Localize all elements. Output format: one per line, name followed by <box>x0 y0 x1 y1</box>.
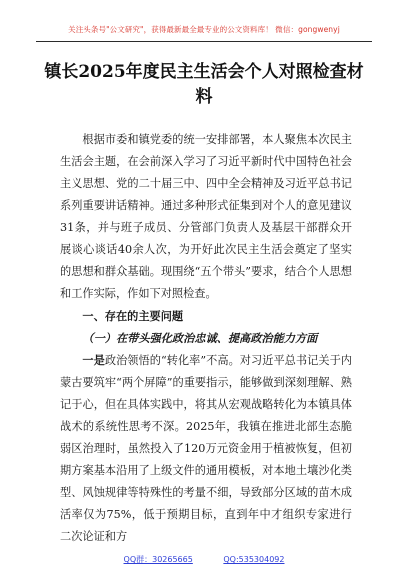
paragraph-text: 政治领悟的“转化率”不高。对习近平总书记关于内蒙古要筑牢“两个屏障”的重要指示，能够做到深刻理解、熟记于心，但在具体实践中，将其从宏观战略转化为本镇具体战术的系统性思考不深。2025年，我镇在推进北部生态脆弱区治理时，虽然投入了120万元资金用于植被恢复，但初期方案基本沿用了上级文件的通用模板，对本地土壤沙化类型、风蚀规律等特殊性的考量不细，导致部分区域的苗木成活率仅为75%，低于预期目标，直到年中才组织专家进行二次论证和方 <box>60 354 352 543</box>
qq-link[interactable]: QQ:535304092 <box>223 555 285 564</box>
header-notice: 关注头条号"公文研究"，获得最新最全最专业的公文资料库！ 微信：gongwenyj <box>68 25 340 34</box>
section-heading: 一、存在的主要问题 <box>82 309 184 323</box>
footer <box>0 554 408 565</box>
header-divider <box>36 41 372 42</box>
subsection-heading: （一）在带头强化政治忠诚、提高政治能力方面 <box>82 331 318 345</box>
body-paragraph <box>60 349 352 548</box>
intro-paragraph: 根据市委和镇党委的统一安排部署，本人聚焦本次民主生活会主题，在会前深入学习了习近平新时代中国特色社会主义思想、党的二十届三中、四中全会精神及习近平总书记系列重要讲话精神。通过多种形式征集到对个人的意见建议31条，并与班子成员、分管部门负责人及基层干部群众开展谈心谈话40余人次，为开好此次民主生活会奠定了坚实的思想和群众基础。现围绕“五个带头”要求，结合个人思想和工作实际，作如下对照检查。 <box>60 133 352 300</box>
qq-group-link[interactable]: QQ群：30265665 <box>123 555 193 564</box>
paragraph-lead: 一是 <box>82 353 105 367</box>
document-body <box>60 129 352 548</box>
document-title: 镇长2025年度民主生活会个人对照检查材料 <box>44 62 364 107</box>
